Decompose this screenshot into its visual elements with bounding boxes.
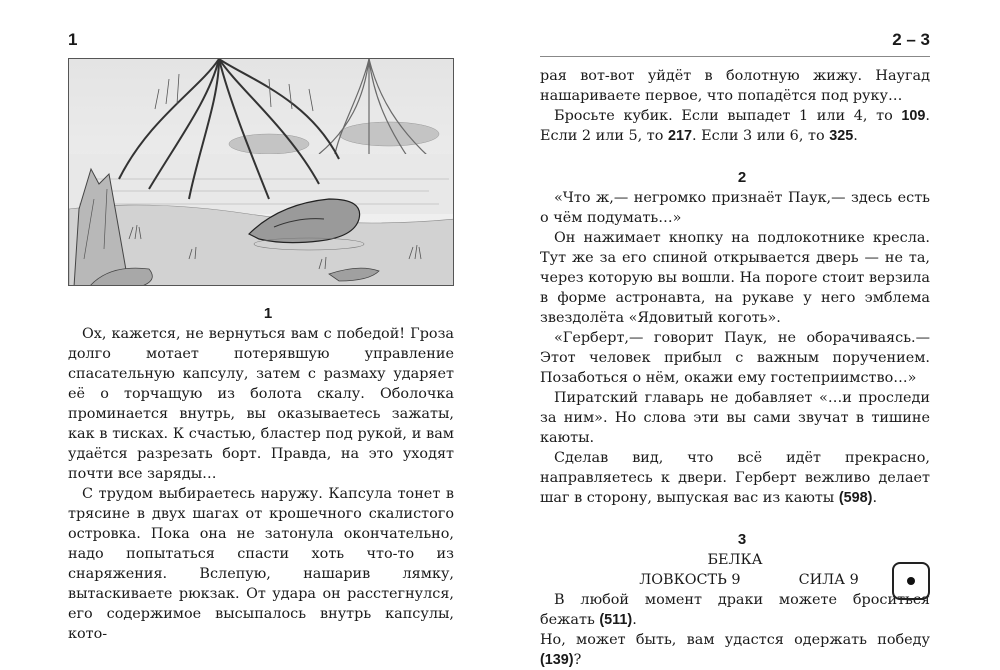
enemy-strength: СИЛА 9 [798, 572, 859, 588]
swamp-illustration [68, 58, 454, 286]
right-page-number: 2 – 3 [892, 30, 930, 49]
paragraph: «Что ж,— негромко признаёт Паук,— здесь есть о чём подумать…» [540, 190, 930, 226]
paragraph: Он нажимает кнопку на подлокотнике кресла. Тут же за его спиной открывается дверь — не та, через которую вы вошли. На пороге стоит верзила в форме астронавта, на рукаве у него эмблема звездолёта «Ядовитый коготь». [540, 230, 930, 326]
link-511[interactable]: (511) [599, 612, 633, 628]
enemy-agility: ЛОВКОСТЬ 9 [639, 572, 741, 588]
paragraph: «Герберт,— говорит Паук, не оборачиваясь.— Этот человек прибыл с важным поручением. Позаботься о нём, окажи ему гостеприимство…» [540, 330, 930, 386]
enemy-name: БЕЛКА [707, 552, 763, 568]
section-title-3: 3 [737, 531, 747, 548]
enemy-stats [540, 570, 930, 590]
paragraph: Сделав вид, что всё идёт прекрасно, направляетесь к двери. Герберт вежливо делает шаг в сторону, выпуская вас из каюты (598). [540, 450, 930, 506]
link-139[interactable]: (139) [540, 652, 574, 668]
paragraph: С трудом выбираетесь наружу. Капсула тонет в трясине в двух шагах от крошечного скалистого островка. Пока она не затонула окончательно, надо попытаться спасти хоть что-то из снаряжения. Вслепую, нашарив лямку, вытаскиваете рюкзак. От удара он расстегнулся, его содержимое высыпалось внутрь капсулы, кото- [68, 486, 454, 642]
header-rule [540, 56, 930, 57]
link-217[interactable]: 217 [668, 128, 693, 144]
right-column [540, 66, 930, 670]
dice-instruction: Бросьте кубик. Если выпадет 1 или 4, то 109. Если 2 или 5, то 217. Если 3 или 6, то 325. [540, 108, 930, 144]
paragraph: Но, может быть, вам удастся одержать победу (139)? [540, 632, 930, 668]
menu-button[interactable] [892, 562, 930, 600]
paragraph: Пиратский главарь не добавляет «…и проследи за ним». Но слова эти вы сами звучат в тишине каюты. [540, 390, 930, 446]
section-title-2: 2 [737, 169, 747, 186]
paragraph-continuation: рая вот-вот уйдёт в болотную жижу. Наугад нашариваете первое, что попадётся под руку… [540, 68, 930, 104]
section-title-1: 1 [263, 305, 273, 322]
left-column [68, 304, 454, 644]
link-598[interactable]: (598) [838, 490, 873, 506]
left-page-number: 1 [68, 30, 78, 49]
link-109[interactable]: 109 [901, 108, 926, 124]
paragraph: В любой момент драки можете броситься бежать (511). [540, 592, 930, 628]
paragraph: Ох, кажется, не вернуться вам с победой! Гроза долго мотает потерявшую управление спасательную капсулу, затем с размаху ударяет её о торчащую из болота скалу. Оболочка проминается внутрь, вы оказываетесь зажаты, как в тисках. К счастью, бластер под рукой, и вам удаётся разрезать борт. Правда, на это уходят почти все заряды… [68, 326, 454, 482]
dot-icon [907, 577, 915, 585]
link-325[interactable]: 325 [829, 128, 854, 144]
